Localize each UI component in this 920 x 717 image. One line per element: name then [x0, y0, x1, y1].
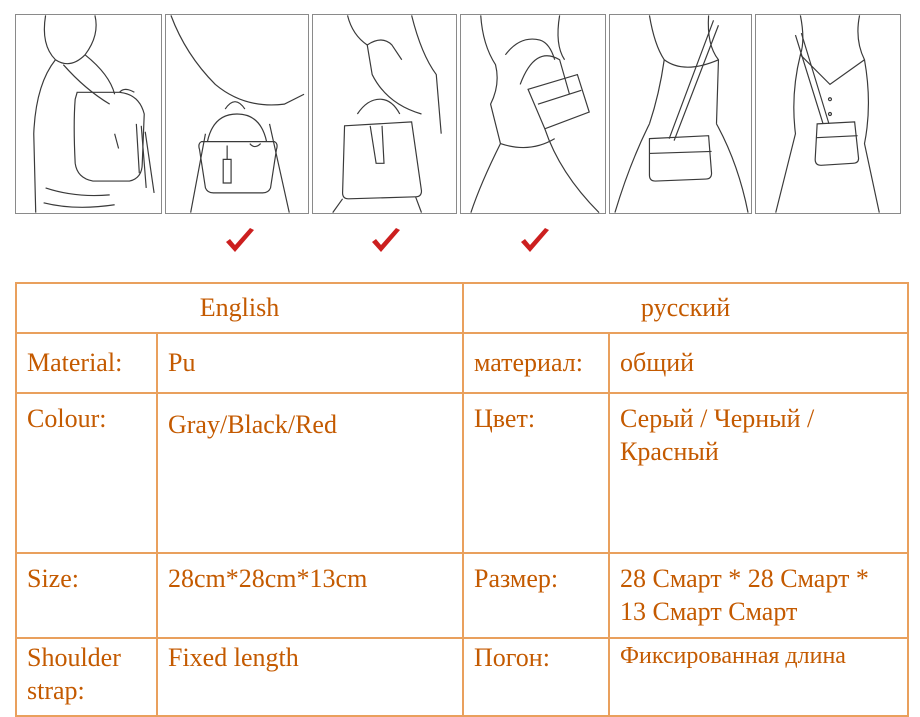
- bag-under-arm-illustration: [461, 15, 605, 213]
- woman-with-backpack-illustration: [16, 15, 161, 213]
- check-icon: [222, 224, 258, 260]
- material-value: Pu: [157, 333, 463, 393]
- spec-table: [15, 282, 909, 717]
- size-value: 28cm*28cm*13cm: [157, 553, 463, 638]
- russian-header: русский: [463, 283, 908, 333]
- check-icon: [368, 224, 404, 260]
- shoulder-strap-value-ru: Фиксированная длина: [609, 638, 908, 717]
- check-icon: [517, 224, 553, 260]
- table-header-row: [16, 283, 908, 333]
- handbag-elbow-carry-panel: [312, 14, 457, 214]
- english-header: English: [16, 283, 463, 333]
- material-value-ru: общий: [609, 333, 908, 393]
- colour-value-ru: Серый / Черный / Красный: [609, 393, 908, 553]
- table-row: [16, 638, 908, 717]
- crossbody-bag-illustration: [756, 15, 900, 213]
- handbag-elbow-carry-illustration: [313, 15, 456, 213]
- table-row: [16, 553, 908, 638]
- colour-label-ru: Цвет:: [463, 393, 609, 553]
- table-row: [16, 333, 908, 393]
- bag-under-arm-panel: [460, 14, 606, 214]
- material-label-ru: материал:: [463, 333, 609, 393]
- material-label: Material:: [16, 333, 157, 393]
- backpack-illustration-panel: [15, 14, 162, 214]
- shoulder-strap-label: Shoulder strap:: [16, 638, 157, 717]
- colour-label: Colour:: [16, 393, 157, 553]
- table-row: [16, 393, 908, 553]
- shoulder-strap-value: Fixed length: [157, 638, 463, 717]
- shoulder-bag-panel: [609, 14, 752, 214]
- handbag-hand-carry-illustration: [166, 15, 308, 213]
- size-label: Size:: [16, 553, 157, 638]
- shoulder-strap-label-ru: Погон:: [463, 638, 609, 717]
- colour-value: Gray/Black/Red: [157, 393, 463, 553]
- crossbody-bag-panel: [755, 14, 901, 214]
- size-value-ru: 28 Смарт * 28 Смарт * 13 Смарт Смарт: [609, 553, 908, 638]
- handbag-hand-carry-panel: [165, 14, 309, 214]
- shoulder-bag-illustration: [610, 15, 751, 213]
- size-label-ru: Размер:: [463, 553, 609, 638]
